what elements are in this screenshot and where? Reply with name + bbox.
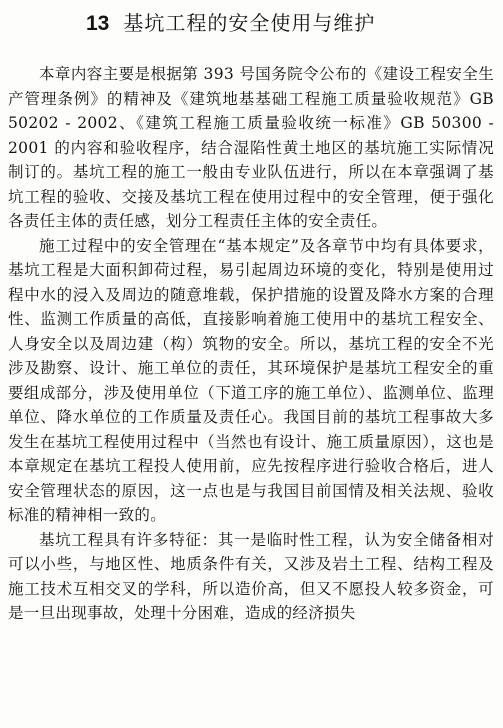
paragraph-text: 本章内容主要是根据第 393 号国务院令公布的《建设工程安全生产管理条例》的精神及《建筑地基基础工程施工质量验收规范》GB 50202 - 2002、《建筑工程施工质量验收统一标准》GB 50300 - 2001 的内容和验收程序，结合湿陷性黄土地区的基坑施工实际情况制订的。基坑工程的施工一般由专业队伍进行，所以在本章强调了基坑工程的验收、交接及基坑工程在使用过程中的安全管理，便于强化各责任主体的责任感，划分工程责任主体的安全责任。 [8,65,494,230]
chapter-heading [86,7,375,37]
chapter-title: 基坑工程的安全使用与维护 [123,11,376,35]
paragraph-2 [8,234,494,528]
paragraph-text: 施工过程中的安全管理在“基本规定”及各章节中均有具体要求，基坑工程是大面积卸荷过程，易引起周边环境的变化，特别是使用过程中水的浸入及周边的随意堆载，保护措施的设置及降水方案的合理性、监测工作质量的高低，直接影响着施工使用中的基坑工程安全、人身安全以及周边建（构）筑物的安全。所以，基坑工程的安全不光涉及勘察、设计、施工单位的责任，其环境保护是基坑工程安全的重要组成部分，涉及使用单位（下道工序的施工单位）、监测单位、监理单位、降水单位的工作质量及责任心。我国目前的基坑工程事故大多发生在基坑工程使用过程中（当然也有设计、施工质量原因），这也是本章规定在基坑工程投人使用前，应先按程序进行验收合格后，进人安全管理状态的原因，这一点也是与我国目前国情及相关法规、验收标准的精神相一致的。 [8,236,494,524]
paragraph-text: 基坑工程具有许多特征：其一是临时性工程，认为安全储备相对可以小些，与地区性、地质条件有关，又涉及岩土工程、结构工程及施工技术互相交叉的学科，所以造价高，但又不愿投人较多资金，可是一旦出现事故，处理十分困难，造成的经济损失 [8,530,494,622]
paragraph-3 [8,528,494,626]
paragraph-1 [8,62,494,234]
chapter-number: 13 [86,12,110,35]
chapter-body [8,62,494,626]
